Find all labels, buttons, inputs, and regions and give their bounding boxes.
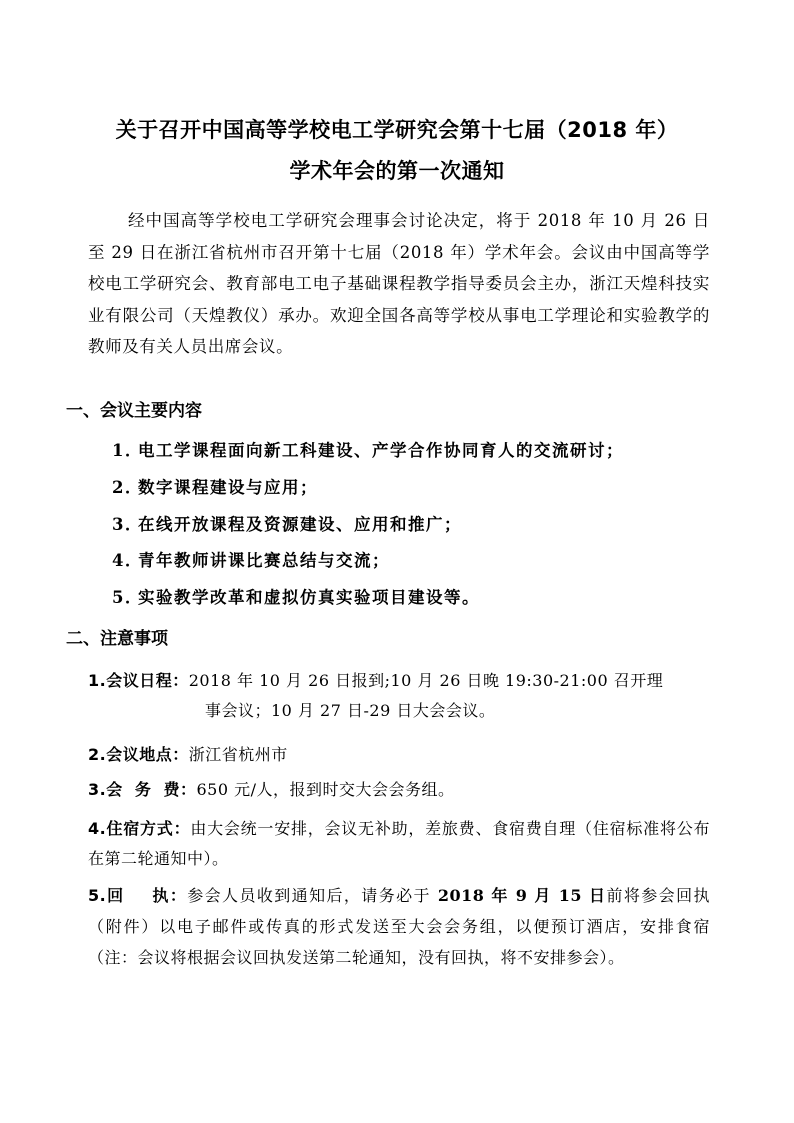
fee-label: 3.会 务 费： bbox=[88, 780, 197, 799]
meeting-content-list bbox=[112, 436, 712, 620]
list-item bbox=[112, 510, 712, 547]
reply-text-before: 参会人员收到通知后，请务必于 bbox=[187, 886, 431, 905]
list-item-number: 4． bbox=[112, 551, 143, 571]
note-schedule bbox=[88, 666, 710, 726]
list-item-text: 电工学课程面向新工科建设、产学合作协同育人的交流研讨； bbox=[138, 441, 624, 460]
location-value: 浙江省杭州市 bbox=[188, 745, 288, 764]
list-item-text: 数字课程建设与应用； bbox=[138, 477, 318, 497]
schedule-label: 1.会议日程： bbox=[88, 671, 189, 690]
list-item bbox=[112, 473, 712, 510]
list-item bbox=[112, 583, 712, 620]
fee-value: 650 元/人，报到时交大会会务组。 bbox=[196, 780, 455, 799]
list-item-text: 在线开放课程及资源建设、应用和推广； bbox=[138, 514, 462, 534]
section1-heading: 一、会议主要内容 bbox=[66, 401, 202, 421]
lodging-value: 由大会统一安排，会议无补助，差旅费、食宿费自理（住宿标准将公布在第二轮通知中）。 bbox=[88, 819, 710, 868]
note-fee bbox=[88, 775, 710, 805]
lodging-label: 4.住宿方式： bbox=[88, 819, 191, 838]
schedule-line1: 2018 年 10 月 26 日报到;10 月 26 日晚 19:30-21:00 召开理 bbox=[188, 671, 664, 690]
list-item bbox=[112, 436, 712, 473]
list-item-number: 2． bbox=[112, 477, 143, 497]
location-label: 2.会议地点： bbox=[88, 745, 189, 764]
reply-deadline: 2018 年 9 月 15 日 bbox=[430, 886, 607, 905]
document-title-line2: 学术年会的第一次通知 bbox=[289, 159, 505, 183]
intro-paragraph: 经中国高等学校电工学研究会理事会讨论决定，将于 2018 年 10 月 26 日至 29 日在浙江省杭州市召开第十七届（2018 年）学术年会。会议由中国高等学校电工学研究会、教育部电工电子基础课程教学指导委员会主办，浙江天煌科技实业有限公司（天煌教仪）承办。欢迎全国各高等学校从事电工学理论和实验教学的教师及有关人员出席会议。 bbox=[88, 211, 710, 356]
note-location bbox=[88, 740, 710, 770]
list-item bbox=[112, 546, 712, 583]
schedule-line2: 事会议；10 月 27 日-29 日大会会议。 bbox=[205, 701, 496, 720]
list-item-number: 3． bbox=[112, 514, 143, 534]
reply-text-after: 前将参会回执（附件）以电子邮件或传真的形式发送至大会会务组，以便预订酒店，安排食宿（注：会议将根据会议回执发送第二轮通知，没有回执，将不安排参会）。 bbox=[88, 886, 710, 967]
list-item-text: 实验教学改革和虚拟仿真实验项目建设等。 bbox=[138, 588, 480, 608]
reply-label: 5.回 执： bbox=[88, 886, 188, 905]
list-item-text: 青年教师讲课比赛总结与交流； bbox=[138, 551, 390, 571]
document-title-line1: 关于召开中国高等学校电工学研究会第十七届（2018 年） bbox=[115, 118, 679, 142]
list-item-number: 5． bbox=[112, 588, 143, 608]
note-reply bbox=[88, 880, 710, 973]
list-item-number: 1． bbox=[112, 441, 143, 460]
note-lodging bbox=[88, 814, 710, 874]
section2-heading: 二、注意事项 bbox=[66, 629, 168, 649]
